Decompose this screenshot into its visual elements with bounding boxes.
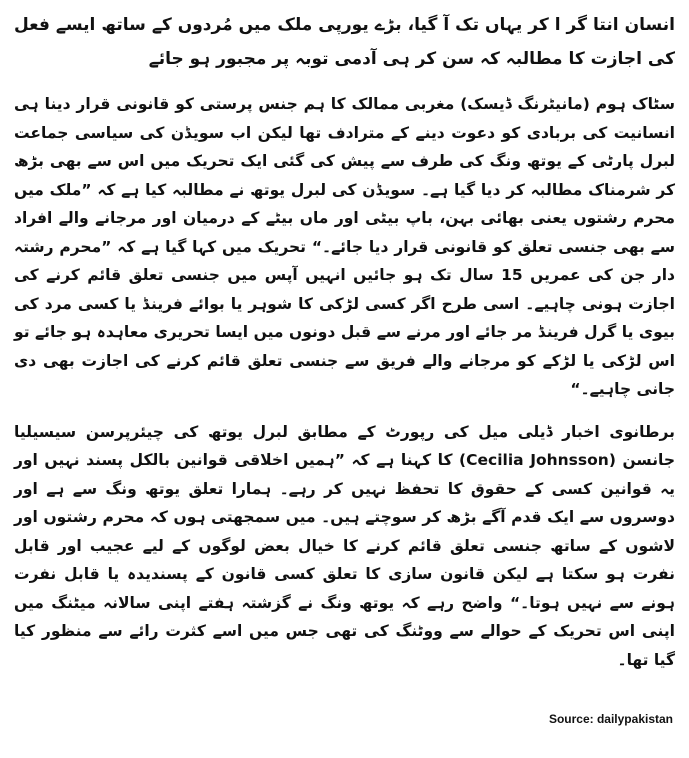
article-headline: انسان انتا گر ا کر یہاں تک آ گیا، بڑے یورپی ملک میں مُردوں کے ساتھ ایسے فعل کی اجازت کا مطالبہ کہ سن کر ہی آدمی توبہ پر مجبور ہو جائے [14,15,675,69]
article-paragraph-2: برطانوی اخبار ڈیلی میل کی رپورٹ کے مطابق لبرل یوتھ کی چیئرپرسن سیسیلیا جانسن (Cecilia Johnsson) کا کہنا ہے کہ ”ہمیں اخلاقی قوانین بالکل پسند نہیں اور یہ قوانین کسی کے حقوق کا تحفظ نہیں کر رہے۔ ہمارا تعلق یوتھ ونگ سے ہے اور دوسروں سے ایک قدم آگے بڑھ کر سوچتے ہیں۔ میں سمجھتی ہوں کہ محرم رشتوں اور لاشوں کے ساتھ جنسی تعلق قائم کرنے کا خیال بعض لوگوں کے لیے عجیب اور قابل نفرت ہو سکتا ہے لیکن قانون سازی کا تعلق کسی قانون کے پسندیدہ یا قابل نفرت ہونے سے نہیں ہوتا۔“ واضح رہے کہ یوتھ ونگ نے گزشتہ ہفتے اپنی سالانہ میٹنگ میں اپنی اس تحریک کے حوالے سے ووٹنگ کی تھی جس میں اسے کثرت رائے سے منظور کیا گیا تھا۔ [14,422,676,669]
source-credit: Source: dailypakistan [548,712,673,726]
article-body [14,8,675,688]
article-paragraph-1: سٹاک ہوم (مانیٹرنگ ڈیسک) مغربی ممالک کا ہم جنس پرستی کو قانونی قرار دینا ہی انسانیت کی بربادی کو دعوت دینے کے مترادف تھا لیکن اب سویڈن کی سیاسی جماعت لبرل پارٹی کے یوتھ ونگ کی طرف سے پیش کی گئی ایک تحریک میں اس سے بھی بڑھ کر شرمناک مطالبہ کر دیا گیا ہے۔ سویڈن کی لبرل یوتھ نے مطالبہ کیا ہے کہ ”ملک میں محرم رشتوں یعنی بھائی بہن، باپ بیٹی اور ماں بیٹے کے درمیان اور مرجانے والے افراد سے بھی جنسی تعلق کو قانونی قرار دیا جائے۔“ تحریک میں کہا گیا ہے کہ ”محرم رشتہ دار جن کی عمریں 15 سال تک ہو جائیں انہیں آپس میں جنسی تعلق قائم کرنے کی اجازت ہونی چاہیے۔ اسی طرح اگر کسی لڑکی کا شوہر یا بوائے فرینڈ یا کسی مرد کی بیوی یا گرل فرینڈ مر جائے اور مرنے سے قبل دونوں میں ایسا تحریری معاہدہ ہو جائے تو اس لڑکی یا لڑکے کو مرجانے والے فریق سے جنسی تعلق قائم کرنے کی اجازت بھی دی جانی چاہیے۔“ [14,95,675,398]
